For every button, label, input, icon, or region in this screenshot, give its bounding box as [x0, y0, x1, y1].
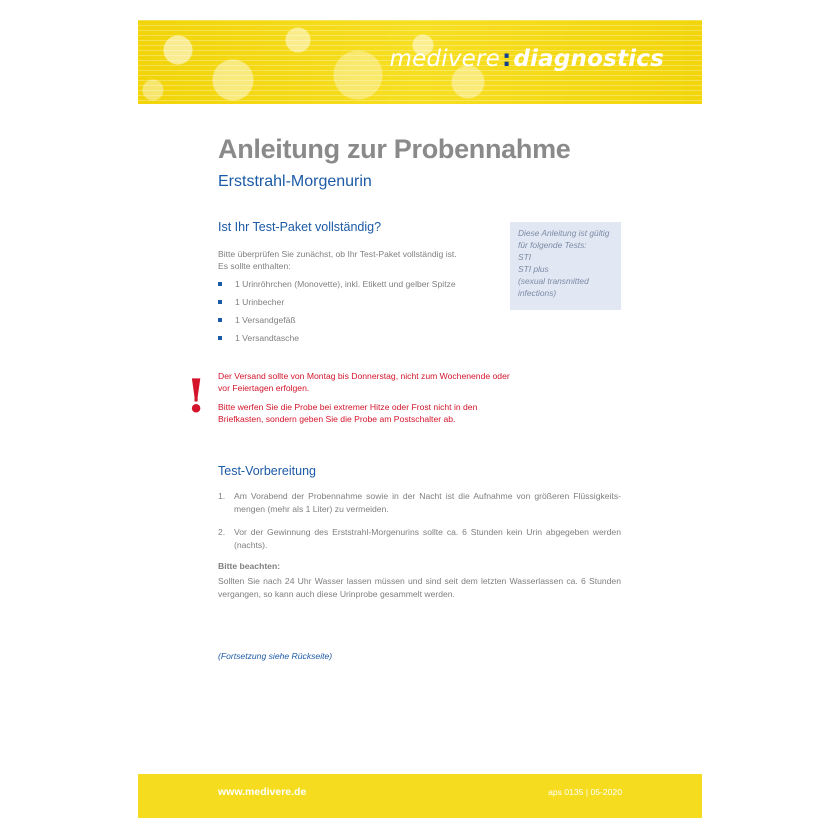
infobox-line: Diese Anleitung ist gültig — [518, 228, 610, 238]
list-item: 1. Am Vorabend der Probennahme sowie in der Nacht ist die Aufnahme von größeren Flüssigkeits-mengen (mehr als 1 Liter) zu vermeiden. — [218, 491, 621, 514]
note-heading: Bitte beachten: — [218, 561, 281, 571]
package-intro-line1: Bitte überprüfen Sie zunächst, ob Ihr Test-Paket vollständig ist. — [218, 249, 457, 259]
footer-bar — [138, 774, 702, 818]
page-subtitle: Erststrahl-Morgenurin — [218, 173, 372, 190]
warning-weather-text: Bitte werfen Sie die Probe bei extremer Hitze oder Frost nicht in den Briefkasten, sondern geben Sie die Probe am Postschalter ab. — [218, 402, 478, 424]
list-item: 1 Versandtasche — [218, 332, 456, 350]
section-heading-package: Ist Ihr Test-Paket vollständig? — [218, 220, 382, 234]
bullet-icon — [218, 300, 222, 304]
infobox-line: für folgende Tests: — [518, 240, 587, 250]
bullet-icon — [218, 282, 222, 286]
list-item: 2. Vor der Gewinnung des Erststrahl-Morgenurins sollte ca. 6 Stunden kein Urin abgegeben werden (nachts). — [218, 527, 621, 550]
warning-shipping-text: Der Versand sollte von Montag bis Donnerstag, nicht zum Wochenende oder vor Feiertagen erfolgen. — [218, 371, 510, 393]
list-item: 1 Urinröhrchen (Monovette), inkl. Etikett und gelber Spitze — [218, 278, 456, 296]
package-items-list — [218, 278, 456, 350]
header-banner — [138, 20, 702, 104]
continuation-note: (Fortsetzung siehe Rückseite) — [218, 651, 333, 661]
infobox-line: STI plus — [518, 264, 549, 274]
section-heading-preparation: Test-Vorbereitung — [218, 464, 316, 478]
warning-exclamation-icon: ! — [186, 369, 207, 423]
package-intro-line2: Es sollte enthalten: — [218, 261, 291, 271]
note-text: Sollten Sie nach 24 Uhr Wasser lassen müssen und sind seit dem letzten Wasserlassen ca. 6 Stunden vergangen, so kann auch diese Urinprobe gesammelt werden. — [218, 576, 621, 599]
document-code: aps 0135 | 05-2020 — [548, 787, 622, 797]
medivere-logo — [389, 46, 664, 72]
bullet-icon — [218, 318, 222, 322]
list-item: 1 Versandgefäß — [218, 314, 456, 332]
document-page — [138, 20, 702, 818]
list-item: 1 Urinbecher — [218, 296, 456, 314]
logo-text-medivere: medivere — [389, 46, 500, 72]
website-link[interactable]: www.medivere.de — [218, 786, 307, 798]
package-intro — [218, 248, 457, 272]
page-title: Anleitung zur Probennahme — [218, 134, 571, 164]
logo-text-diagnostics: diagnostics — [513, 46, 664, 72]
infobox-line: STI — [518, 252, 532, 262]
logo-colon-mark: : — [501, 46, 512, 72]
infobox-line: (sexual transmitted — [518, 276, 589, 286]
preparation-steps-list — [218, 490, 621, 562]
validity-infobox — [510, 222, 621, 310]
bullet-icon — [218, 336, 222, 340]
infobox-line: infections) — [518, 288, 557, 298]
